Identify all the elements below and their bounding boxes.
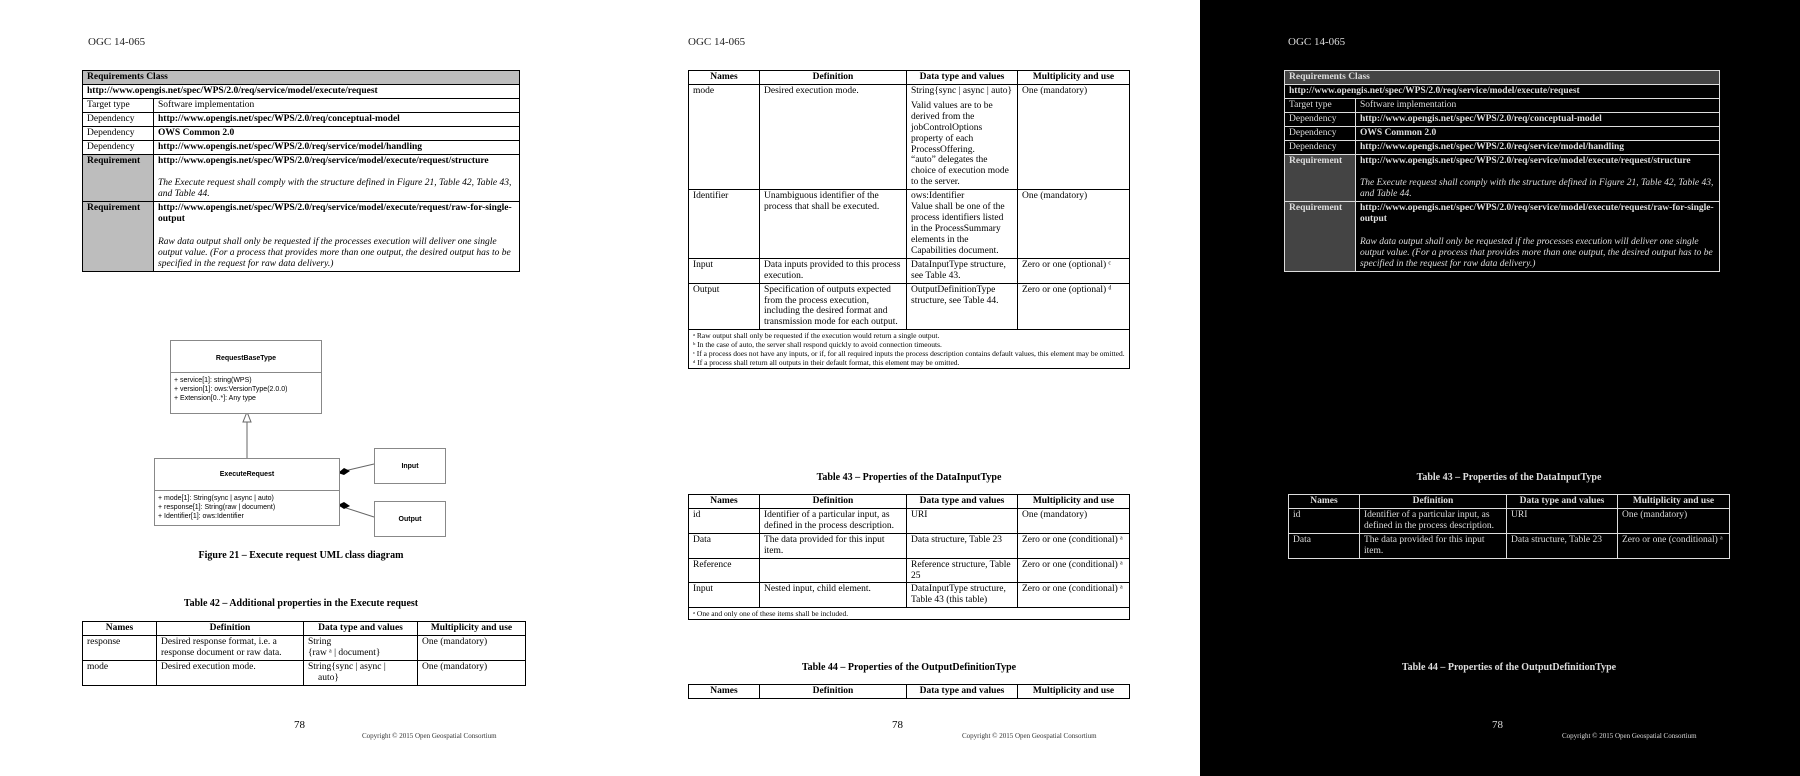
requirement-label: Requirement: [1285, 154, 1356, 202]
type-line: String{sync | async |: [308, 661, 386, 672]
cell-name: mode: [83, 660, 157, 685]
table-caption: Table 43 – Properties of the DataInputType: [1416, 472, 1602, 483]
cell-def: Specification of outputs expected from the process execution, including the desired format and transmission mode for each output.: [760, 283, 907, 330]
cell-name: Data: [689, 533, 760, 558]
uml-attr: + Identifier[1]: ows:Identifier: [158, 513, 244, 521]
col-header: Definition: [760, 71, 907, 85]
cell-def: [760, 558, 907, 583]
requirement-cell: [1356, 202, 1720, 272]
requirement-text: The Execute request shall comply with the structure defined in Figure 21, Table 42, Table 43, and Table 44.: [1360, 178, 1714, 200]
cell-mult: Zero or one (conditional) ᵃ: [1018, 583, 1130, 608]
cell-type: DataInputType structure, see Table 43.: [907, 258, 1018, 283]
table-row: [83, 660, 526, 685]
table-43: [1288, 494, 1730, 559]
cell-type: Reference structure, Table 25: [907, 558, 1018, 583]
uml-class-attributes: [171, 373, 321, 406]
table-caption: Table 44 – Properties of the OutputDefinitionType: [801, 662, 1017, 673]
table-caption: Table 44 – Properties of the OutputDefinitionType: [1401, 662, 1617, 673]
table-row: [689, 558, 1130, 583]
cell-type: Data structure, Table 23: [1507, 533, 1618, 558]
cell-mult: Zero or one (conditional) ᵃ: [1018, 533, 1130, 558]
table-row: [689, 283, 1130, 330]
requirement-label: Requirement: [83, 202, 154, 272]
col-header: Data type and values: [907, 495, 1018, 509]
requirement-url: http://www.opengis.net/spec/WPS/2.0/req/service/model/execute/request/structure: [158, 155, 489, 166]
row-value: OWS Common 2.0: [1356, 126, 1720, 140]
cell-def: Desired execution mode.: [760, 84, 907, 189]
cell-mult: One (mandatory): [418, 660, 526, 685]
table-row: [689, 190, 1130, 259]
cell-def: Identifier of a particular input, as defined in the process description.: [760, 508, 907, 533]
row-label: Target type: [1285, 98, 1356, 112]
cell-mult: One (mandatory): [1018, 190, 1130, 259]
row-value: Software implementation: [1356, 98, 1720, 112]
col-header: Multiplicity and use: [1018, 685, 1130, 699]
table-notes: [689, 608, 1130, 620]
cell-name: id: [689, 508, 760, 533]
col-header: Definition: [760, 495, 907, 509]
uml-class-attributes: [155, 491, 339, 524]
uml-class-input: Input: [374, 448, 446, 484]
figure-caption: Figure 21 – Execute request UML class diagram: [198, 550, 404, 561]
table-notes: [689, 330, 1130, 369]
footnote: ᶜ If a process does not have any inputs, or if, for all required inputs the process description contains default values, this element may be omitted.: [693, 349, 1125, 359]
col-header: Multiplicity and use: [1018, 71, 1130, 85]
cell-name: id: [1289, 508, 1360, 533]
col-header: Multiplicity and use: [418, 622, 526, 636]
page-number: 78: [892, 719, 903, 731]
col-header: Names: [1289, 495, 1360, 509]
col-header: Names: [689, 495, 760, 509]
requirement-text: Raw data output shall only be requested if the processes execution will deliver one single output value. (For a process that provides more than one output, the desired output has to be specified in the request for raw data delivery.): [1360, 237, 1713, 269]
requirement-cell: [1356, 154, 1720, 202]
req-class-url: http://www.opengis.net/spec/WPS/2.0/req/service/model/execute/request: [83, 84, 520, 98]
cell-def: The data provided for this input item.: [1360, 533, 1507, 558]
uml-class-name: RequestBaseType: [171, 341, 321, 373]
cell-def: Unambiguous identifier of the process that shall be executed.: [760, 190, 907, 259]
cell-name: Input: [689, 583, 760, 608]
uml-class-executerequest: [154, 458, 340, 526]
cell-mult: Zero or one (optional) ᵈ: [1018, 283, 1130, 330]
col-header: Names: [689, 71, 760, 85]
row-label: Dependency: [83, 126, 154, 140]
req-class-url: http://www.opengis.net/spec/WPS/2.0/req/service/model/execute/request: [1285, 84, 1720, 98]
table-row: [689, 533, 1130, 558]
cell-name: response: [83, 635, 157, 660]
col-header: Definition: [1360, 495, 1507, 509]
cell-mult: One (mandatory): [418, 635, 526, 660]
req-class-title: Requirements Class: [83, 71, 520, 85]
cell-def: Identifier of a particular input, as defined in the process description.: [1360, 508, 1507, 533]
cell-def: Desired execution mode.: [157, 660, 304, 685]
page-middle: [600, 0, 1200, 776]
row-value: http://www.opengis.net/spec/WPS/2.0/req/conceptual-model: [1356, 112, 1720, 126]
uml-attr: + response[1]: String(raw | document): [158, 504, 276, 512]
cell-name: Identifier: [689, 190, 760, 259]
requirements-class-table: [1284, 70, 1720, 272]
col-header: Names: [689, 685, 760, 699]
page-header: OGC 14-065: [1288, 36, 1346, 48]
cell-def: Desired response format, i.e. a response document or raw data.: [157, 635, 304, 660]
col-header: Multiplicity and use: [1618, 495, 1730, 509]
cell-type: [304, 660, 418, 685]
row-label: Dependency: [1285, 126, 1356, 140]
table-caption: Table 43 – Properties of the DataInputType: [816, 472, 1002, 483]
cell-type: OutputDefinitionType structure, see Table 44.: [907, 283, 1018, 330]
footnotes: [689, 330, 1130, 369]
cell-def: Data inputs provided to this process execution.: [760, 258, 907, 283]
requirement-url: http://www.opengis.net/spec/WPS/2.0/req/service/model/execute/request/structure: [1360, 155, 1691, 166]
page-number: 78: [1492, 719, 1503, 731]
col-header: Data type and values: [907, 71, 1018, 85]
copyright: Copyright © 2015 Open Geospatial Consortium: [1562, 732, 1697, 740]
page-number: 78: [294, 719, 305, 731]
cell-mult: One (mandatory): [1618, 508, 1730, 533]
col-header: Data type and values: [1507, 495, 1618, 509]
copyright: Copyright © 2015 Open Geospatial Consortium: [362, 732, 497, 740]
footnote: ᵇ In the case of auto, the server shall respond quickly to avoid connection timeouts.: [693, 340, 942, 350]
table-row: [689, 258, 1130, 283]
cell-def: Nested input, child element.: [760, 583, 907, 608]
cell-type: [907, 84, 1018, 189]
requirement-url: http://www.opengis.net/spec/WPS/2.0/req/service/model/execute/request/raw-for-single-output: [1360, 203, 1714, 225]
table-caption: Table 42 – Additional properties in the Execute request: [183, 598, 419, 609]
page-right-overlay: [1200, 0, 1800, 776]
requirement-url: http://www.opengis.net/spec/WPS/2.0/req/service/model/execute/request/raw-for-single-output: [158, 203, 512, 225]
requirement-label: Requirement: [83, 154, 154, 202]
table-row: [1289, 533, 1730, 558]
footnote: ᵃ One and only one of these items shall be included.: [689, 608, 1130, 620]
type-line: ows:Identifier: [911, 191, 965, 202]
type-line: String: [308, 636, 332, 647]
cell-type: Data structure, Table 23: [907, 533, 1018, 558]
page-left: [0, 0, 600, 776]
uml-class-requestbasetype: [170, 340, 322, 414]
cell-name: Output: [689, 283, 760, 330]
table-row: [689, 583, 1130, 608]
cell-name: Input: [689, 258, 760, 283]
table-43: [688, 494, 1130, 620]
type-line: {raw ᵃ | document}: [308, 647, 381, 658]
table-42: [82, 621, 526, 686]
footnote: ᵈ If a process shall return all outputs in their default format, this element may be omitted.: [693, 358, 960, 368]
col-header: Names: [83, 622, 157, 636]
cell-mult: Zero or one (conditional) ᵃ: [1618, 533, 1730, 558]
uml-attr: + service[1]: string(WPS): [174, 377, 252, 384]
table-row: [83, 635, 526, 660]
type-note: “auto” delegates the choice of execution mode to the server.: [911, 155, 1009, 188]
row-value: Software implementation: [154, 98, 520, 112]
copyright: Copyright © 2015 Open Geospatial Consortium: [962, 732, 1097, 740]
cell-mult: One (mandatory): [1018, 84, 1130, 189]
type-note: Valid values are to be derived from the jobControlOptions property of each ProcessOffering.: [911, 100, 993, 155]
footnote: ᵃ Raw output shall only be requested if the execution would return a single output.: [693, 331, 940, 341]
type-line: String{sync | async | auto}: [911, 85, 1013, 96]
uml-attr: + Extension[0..*]: Any type: [174, 395, 256, 403]
table-row: [689, 84, 1130, 189]
table-44-header: [688, 684, 1130, 699]
row-value: http://www.opengis.net/spec/WPS/2.0/req/conceptual-model: [154, 112, 520, 126]
cell-type: URI: [1507, 508, 1618, 533]
type-line: auto}: [318, 672, 339, 683]
uml-attr: + version[1]: ows:VersionType(2.0.0): [174, 386, 288, 394]
requirement-text: The Execute request shall comply with the structure defined in Figure 21, Table 42, Table 43, and Table 44.: [158, 178, 512, 200]
col-header: Data type and values: [304, 622, 418, 636]
cell-type: DataInputType structure, Table 43 (this table): [907, 583, 1018, 608]
table-42-continued: [688, 70, 1130, 369]
row-label: Dependency: [83, 140, 154, 154]
cell-def: The data provided for this input item.: [760, 533, 907, 558]
page-header: OGC 14-065: [688, 36, 746, 48]
cell-name: Data: [1289, 533, 1360, 558]
row-value: OWS Common 2.0: [154, 126, 520, 140]
row-label: Dependency: [1285, 112, 1356, 126]
req-class-title: Requirements Class: [1285, 71, 1720, 85]
table-row: [1289, 508, 1730, 533]
cell-mult: Zero or one (optional) ᶜ: [1018, 258, 1130, 283]
cell-name: mode: [689, 84, 760, 189]
cell-mult: Zero or one (conditional) ᵃ: [1018, 558, 1130, 583]
col-header: Data type and values: [907, 685, 1018, 699]
row-label: Dependency: [83, 112, 154, 126]
cell-name: Reference: [689, 558, 760, 583]
uml-class-name: ExecuteRequest: [155, 459, 339, 491]
page-header: OGC 14-065: [88, 36, 146, 48]
row-label: Dependency: [1285, 140, 1356, 154]
row-value: http://www.opengis.net/spec/WPS/2.0/req/service/model/handling: [1356, 140, 1720, 154]
row-label: Target type: [83, 98, 154, 112]
requirement-text: Raw data output shall only be requested if the processes execution will deliver one single output value. (For a process that provides more than one output, the desired output has to be specified in the request for raw data delivery.): [158, 237, 511, 269]
cell-type: URI: [907, 508, 1018, 533]
col-header: Definition: [760, 685, 907, 699]
uml-attr: + mode[1]: String(sync | async | auto): [158, 495, 274, 502]
cell-type: [304, 635, 418, 660]
row-value: http://www.opengis.net/spec/WPS/2.0/req/service/model/handling: [154, 140, 520, 154]
col-header: Multiplicity and use: [1018, 495, 1130, 509]
table-row: [689, 508, 1130, 533]
cell-mult: One (mandatory): [1018, 508, 1130, 533]
uml-class-output: Output: [374, 501, 446, 537]
requirement-label: Requirement: [1285, 202, 1356, 272]
col-header: Definition: [157, 622, 304, 636]
type-note: Value shall be one of the process identifiers listed in the ProcessSummary elements in the Capabilities document.: [911, 202, 1005, 256]
cell-type: [907, 190, 1018, 259]
